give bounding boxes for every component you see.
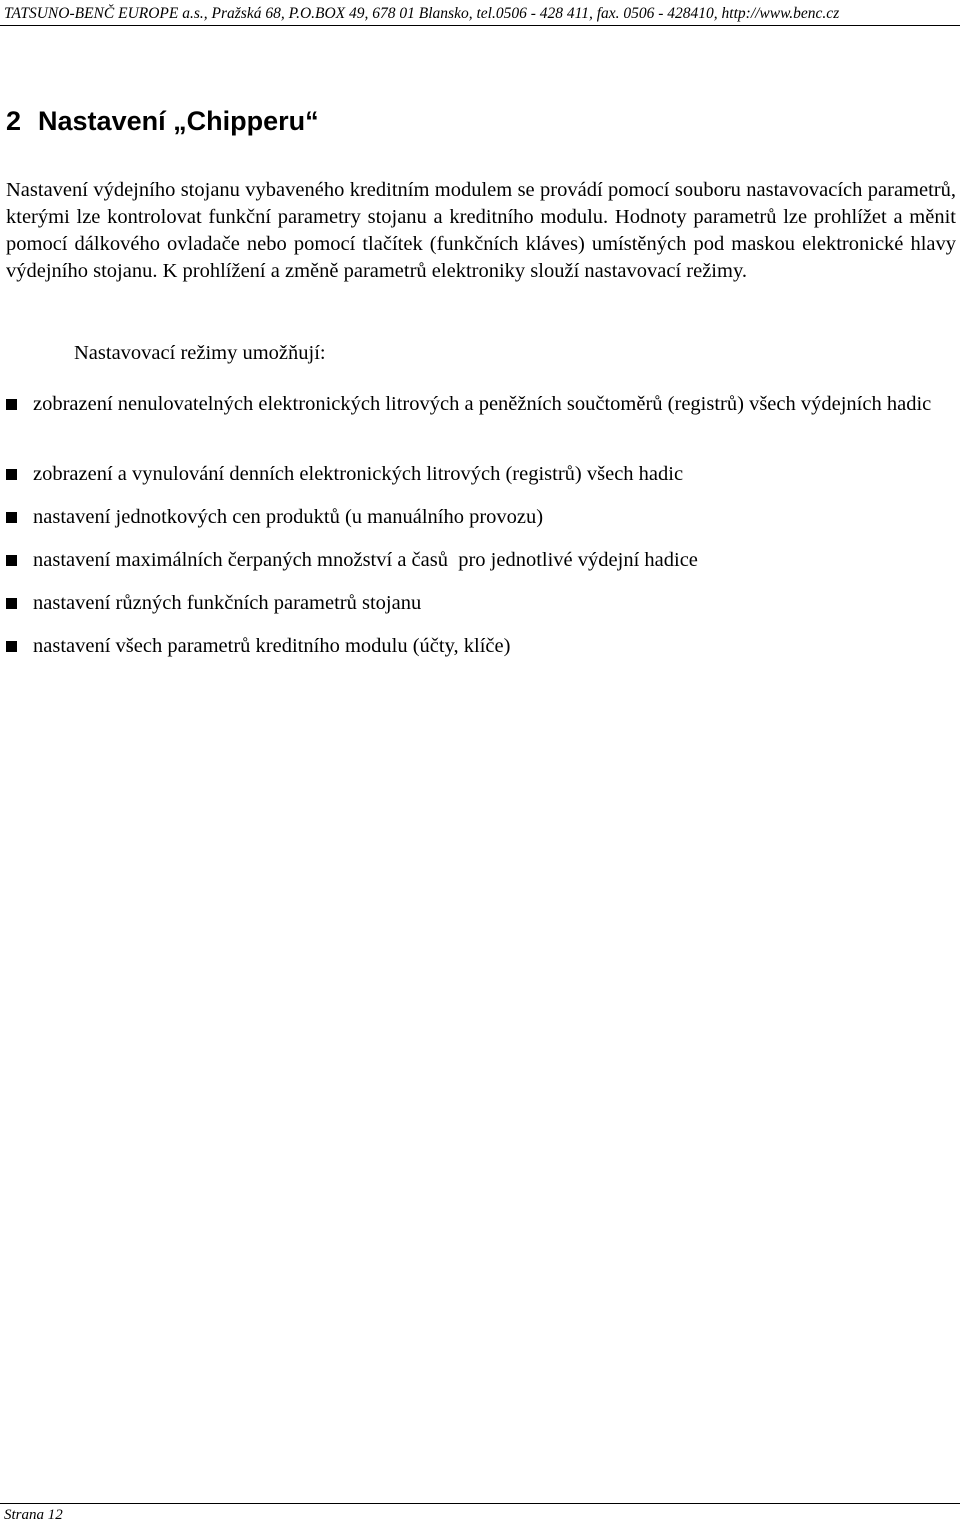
list-item: [6, 504, 956, 531]
square-bullet-icon: [6, 598, 17, 609]
intro-paragraph: Nastavení výdejního stojanu vybaveného kreditním modulem se provádí pomocí souboru nastavovacích parametrů, kterými lze kontrolovat funkční parametry stojanu a kreditního modulu. Hodnoty parametrů lze prohlížet a měnit pomocí dálkového ovladače nebo pomocí tlačítek (funkčních kláves) umístěných pod maskou elektronické hlavy výdejního stojanu. K prohlížení a změně parametrů elektroniky slouží nastavovací režimy.: [6, 179, 956, 282]
section-number: 2: [6, 106, 22, 136]
list-item-text: nastavení různých funkčních parametrů stojanu: [33, 592, 422, 614]
features-intro: Nastavovací režimy umožňují:: [74, 342, 326, 364]
list-item-text: nastavení jednotkových cen produktů (u manuálního provozu): [33, 506, 544, 528]
section-heading: [6, 104, 319, 138]
square-bullet-icon: [6, 641, 17, 652]
footer-divider: [0, 1503, 960, 1504]
square-bullet-icon: [6, 555, 17, 566]
page-header: TATSUNO-BENČ EUROPE a.s., Pražská 68, P.O.BOX 49, 678 01 Blansko, tel.0506 - 428 411, fax. 0506 - 428410, http://www.benc.cz: [4, 5, 840, 22]
square-bullet-icon: [6, 512, 17, 523]
page-number: Strana 12: [4, 1507, 63, 1523]
list-item: [6, 461, 956, 488]
list-item: [6, 633, 956, 660]
list-item: [6, 391, 956, 418]
square-bullet-icon: [6, 469, 17, 480]
section-title: Nastavení „Chipperu“: [38, 106, 319, 136]
header-divider: [0, 25, 960, 26]
list-item-text: nastavení maximálních čerpaných množství a časů pro jednotlivé výdejní hadice: [33, 549, 698, 571]
list-item: [6, 547, 956, 574]
list-item-text: zobrazení a vynulování denních elektronických litrových (registrů) všech hadic: [33, 463, 684, 485]
list-item-text: nastavení všech parametrů kreditního modulu (účty, klíče): [33, 635, 511, 657]
list-item: [6, 590, 956, 617]
square-bullet-icon: [6, 399, 17, 410]
list-item-text: zobrazení nenulovatelných elektronických litrových a peněžních součtoměrů (registrů) všech výdejních hadic: [33, 393, 932, 415]
